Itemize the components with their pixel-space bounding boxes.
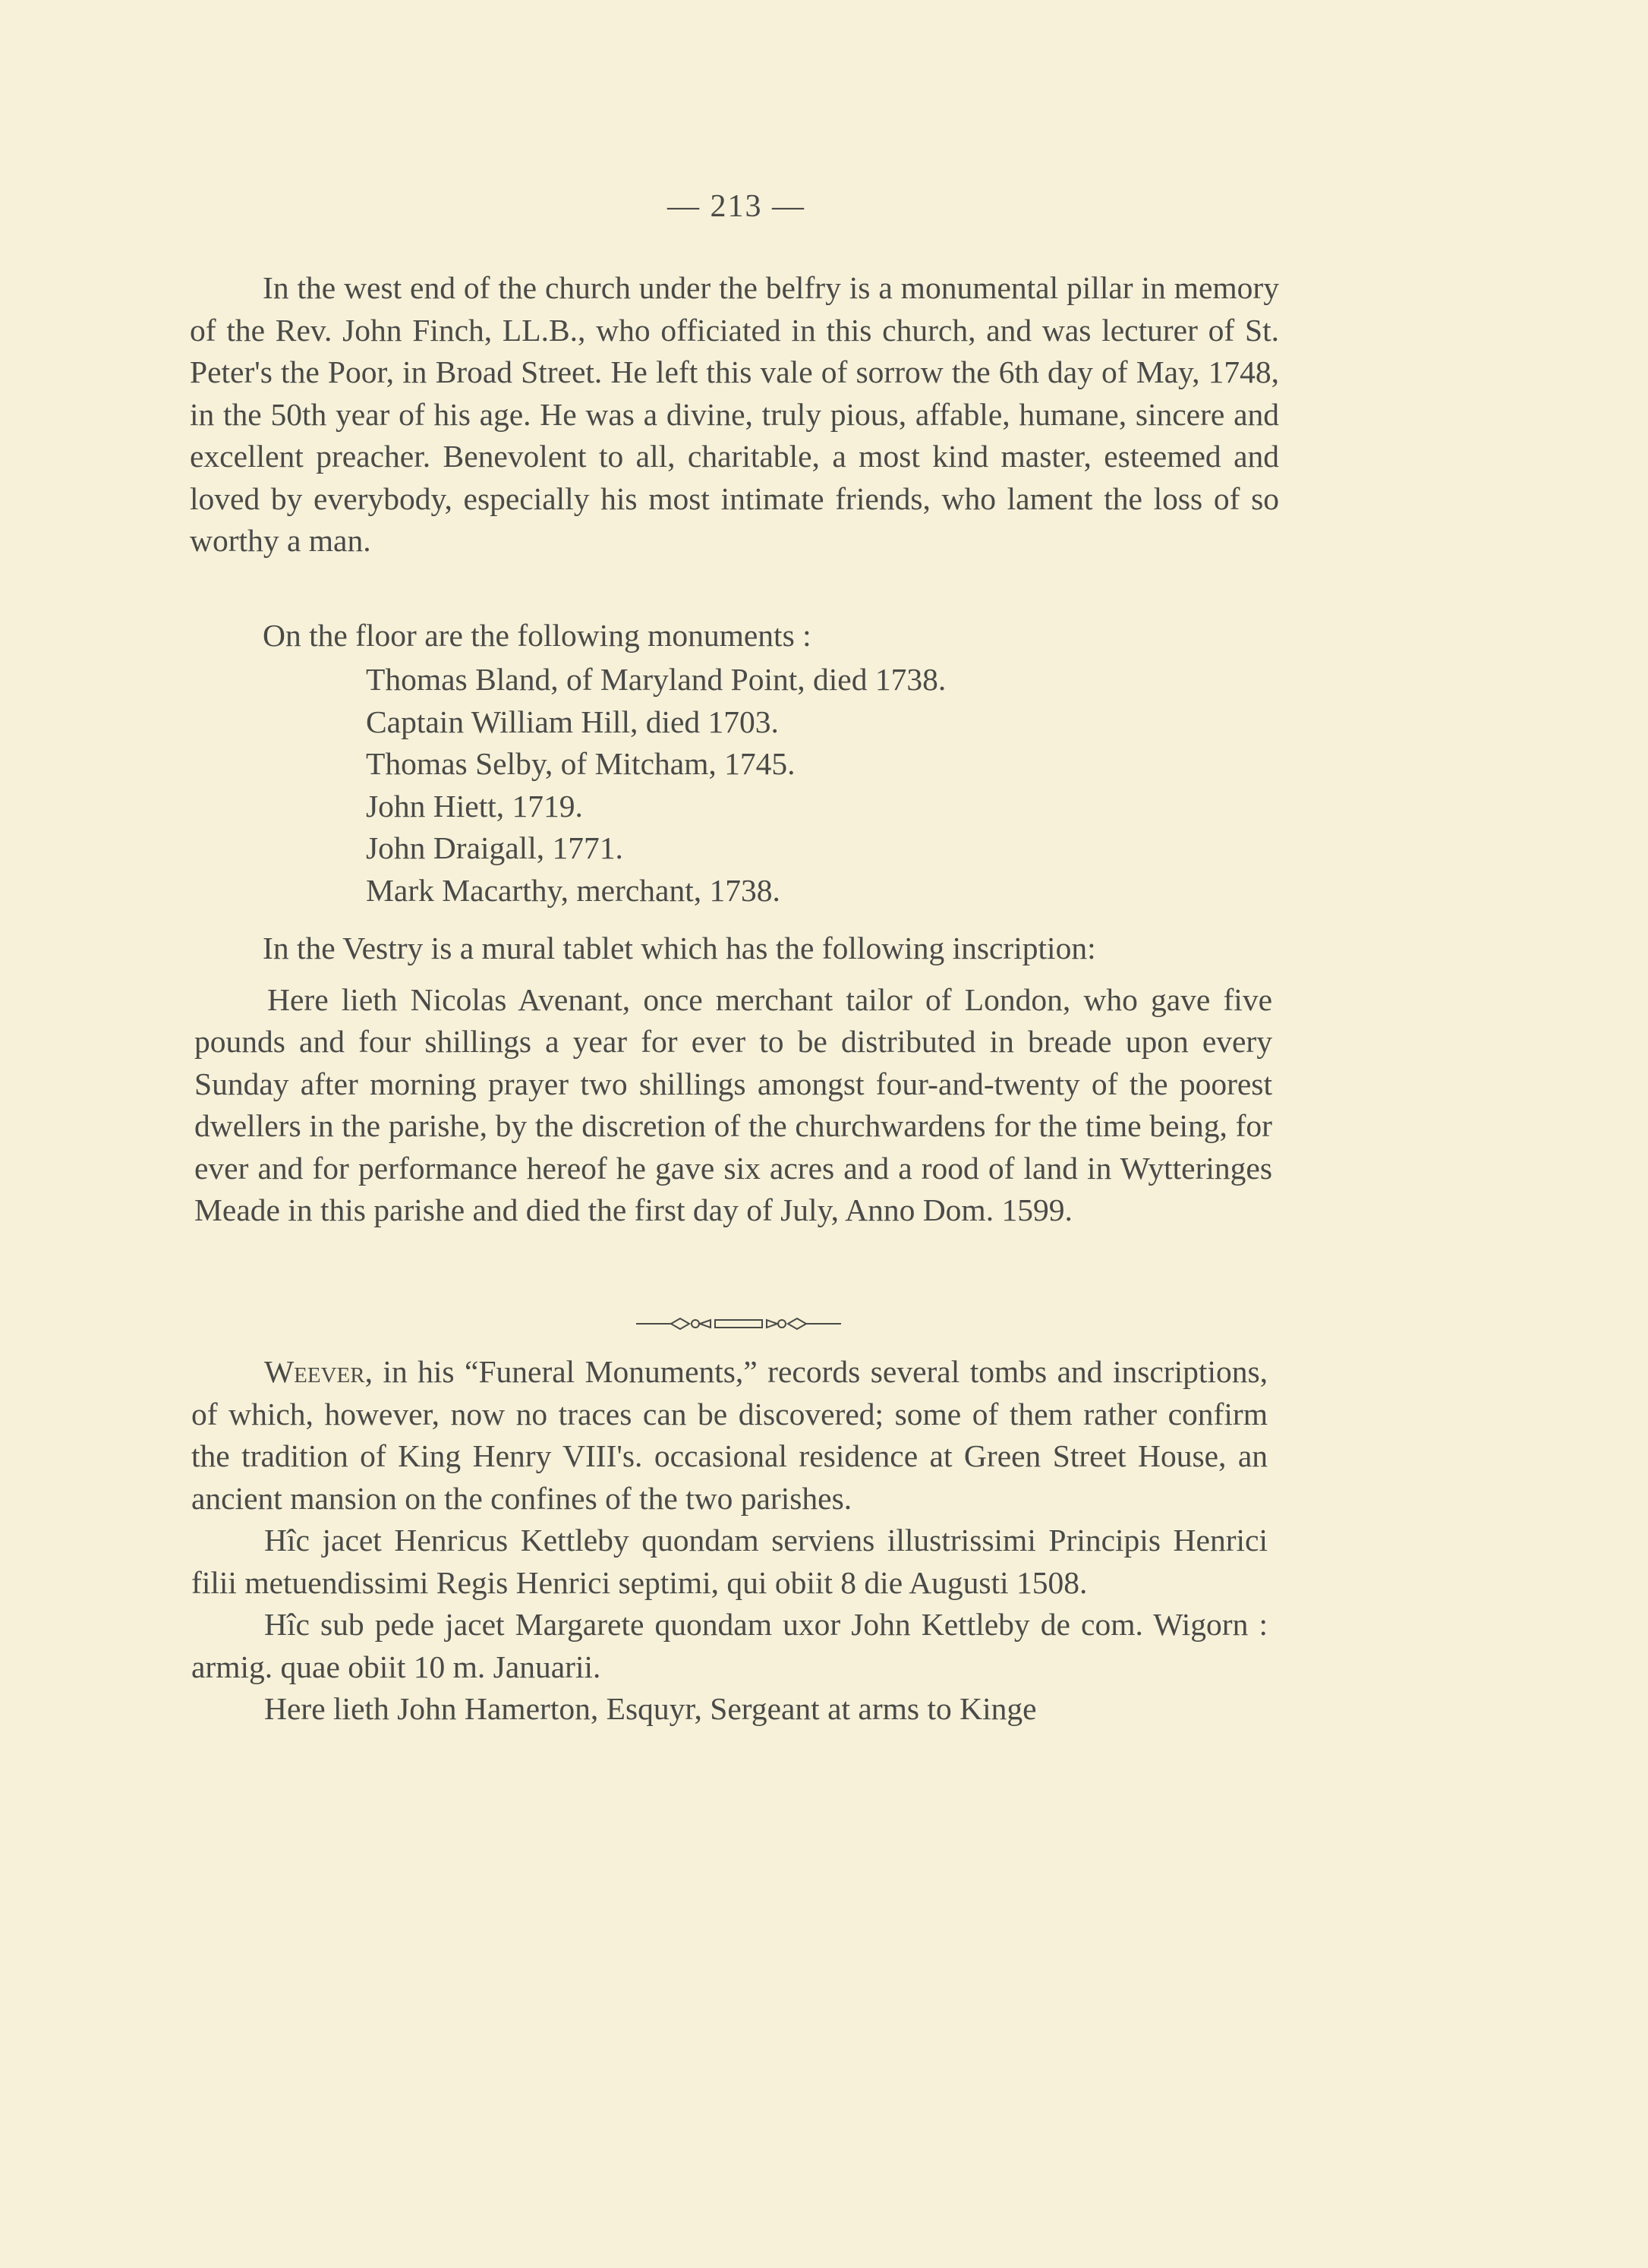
list-item: John Draigall, 1771. [366,830,623,866]
page-number: — 213 — [667,189,805,224]
vestry-intro-block [190,928,1279,970]
kettleby-margarete-inscription: Hîc sub pede jacet Margarete quondam uxor John Kettleby de com. Wigorn : armig. quae obiit 10 m. Januarii. [191,1607,1268,1684]
monuments-list [366,659,946,912]
finch-memorial-block [190,267,1279,562]
section-divider-ornament [636,1315,841,1333]
hamerton-inscription: Here lieth John Hamerton, Esquyr, Sergeant at arms to Kinge [264,1691,1037,1726]
list-item: Mark Macarthy, merchant, 1738. [366,872,780,908]
list-item: Thomas Bland, of Maryland Point, died 1738. [366,662,947,697]
list-item: Captain William Hill, died 1703. [366,704,779,739]
vestry-intro: In the Vestry is a mural tablet which has the following inscription: [263,931,1096,965]
floor-monuments-intro-block [190,615,1279,657]
avenant-inscription-block [194,979,1272,1231]
list-item: Thomas Selby, of Mitcham, 1745. [366,746,796,782]
avenant-inscription: Here lieth Nicolas Avenant, once merchant tailor of London, who gave five pounds and four shillings a year for ever to be distributed in breade upon every Sunday after morning prayer two shillings amongst four-and-twenty of the poorest dwellers in the parishe, by the discretion of the churchwardens for the time being, for ever and for performance hereof he gave six acres and a rood of land in Wytteringes Meade in this parishe and died the first day of July, Anno Dom. 1599. [194,982,1272,1228]
weever-block [191,1351,1268,1731]
list-item: John Hiett, 1719. [366,788,583,824]
finch-memorial-paragraph: In the west end of the church under the belfry is a monumental pillar in memory of the Rev. John Finch, LL.B., who officiated in this church, and was lecturer of St. Peter's the Poor, in Broad Street. He left this vale of sorrow the 6th day of May, 1748, in the 50th year of his age. He was a divine, truly pious, affable, humane, sincere and excellent preacher. Benevolent to all, charitable, a most kind master, esteemed and loved by everybody, especially his most intimate friends, who lament the loss of so worthy a man. [190,270,1279,558]
floor-monuments-intro: On the floor are the following monuments : [263,618,811,653]
weever-paragraph-text: , in his “Funeral Monuments,” records several tombs and inscriptions, of which, however, now no traces can be discovered; some of them rather confirm the tradition of King Henry VIII's. occasional residence at Green Street House, an ancient mansion on the confines of the two parishes. [191,1354,1268,1516]
weever-paragraph [191,1351,1268,1520]
weever-lead-word: Weever [264,1354,365,1389]
kettleby-henricus-inscription: Hîc jacet Henricus Kettleby quondam serviens illustrissimi Principis Henrici filii metuendissimi Regis Henrici septimi, qui obiit 8 die Augusti 1508. [191,1523,1268,1600]
